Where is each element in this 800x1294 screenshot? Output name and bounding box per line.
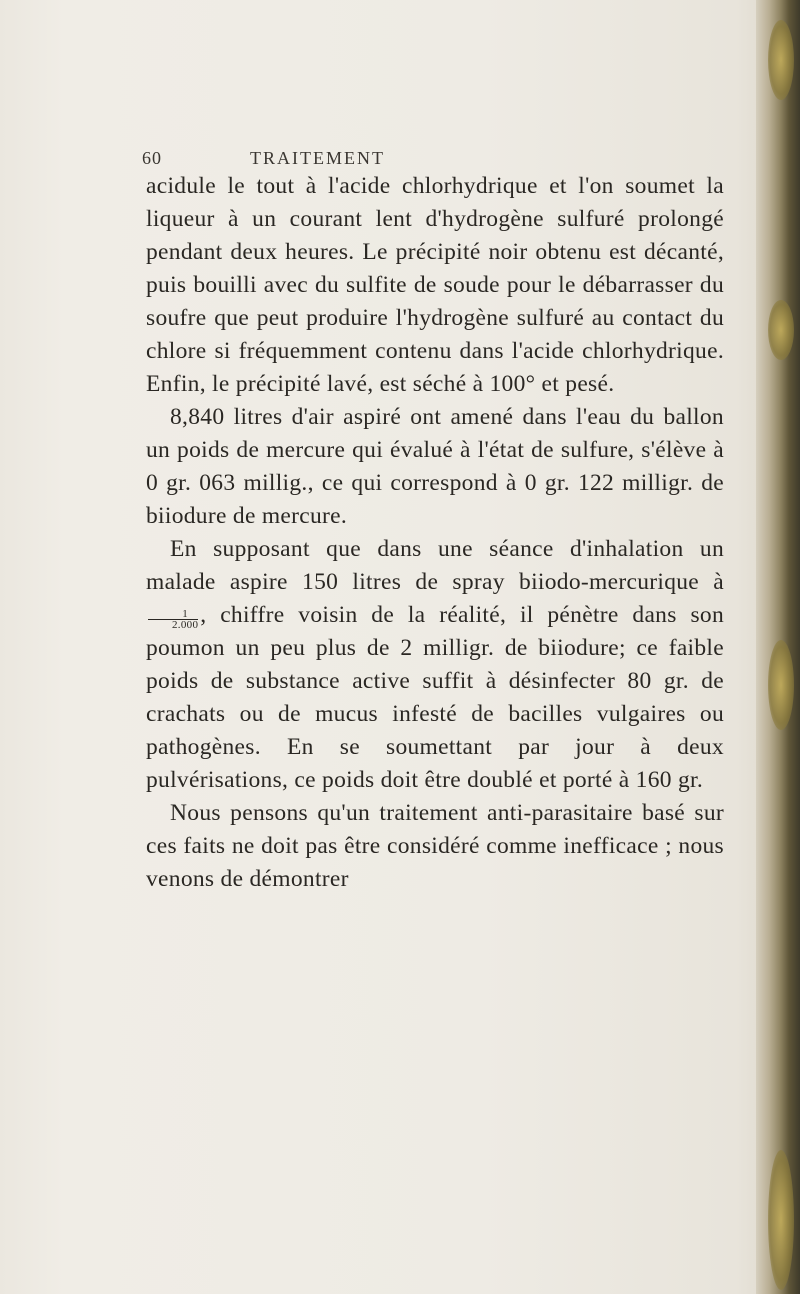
paragraph: acidule le tout à l'acide chlorhydrique et l'on soumet la liqueur à un courant lent d'hydrogène sulfuré prolongé pendant deux heures. Le précipité noir obtenu est décanté, puis bouilli avec du sulfite de soude pour le débarrasser du soufre que peut produire l'hydrogène sulfuré au contact du chlore si fréquemment contenu dans l'acide chlorhydrique. Enfin, le précipité lavé, est séché à 100° et pesé. [146,173,724,397]
paragraph-text: , chiffre voisin de la réalité, il pénètre dans son poumon un peu plus de 2 milligr. de biiodure; ce faible poids de substance active suffit à désinfecter 80 gr. de crachats ou de mucus infesté de bacilles vulgaires ou pathogènes. En se soumettant par jour à deux pulvérisations, ce poids doit être doublé et porté à 160 gr. [146,602,724,793]
fraction-numerator: 1 [148,609,198,620]
edge-stain [768,300,794,360]
fraction-denominator: 2.000 [172,619,199,631]
edge-stain [768,640,794,730]
running-head: TRAITEMENT [250,148,385,168]
page-edge-shadow [756,0,800,1294]
body-text [146,170,724,896]
page-header [142,148,722,172]
edge-stain [768,1150,794,1290]
edge-stain [768,20,794,100]
page-number: 60 [142,148,162,168]
paragraph: Nous pensons qu'un traitement anti-parasitaire basé sur ces faits ne doit pas être considéré comme inefficace ; nous venons de démontrer [146,800,724,892]
paragraph [146,533,724,797]
fraction [148,609,198,630]
paragraph: 8,840 litres d'air aspiré ont amené dans l'eau du ballon un poids de mercure qui évalué à l'état de sulfure, s'élève à 0 gr. 063 millig., ce qui correspond à 0 gr. 122 milligr. de biiodure de mercure. [146,404,724,529]
paragraph-text: En supposant que dans une séance d'inhalation un malade aspire 150 litres de spray biiodo-mercurique à [146,536,724,595]
